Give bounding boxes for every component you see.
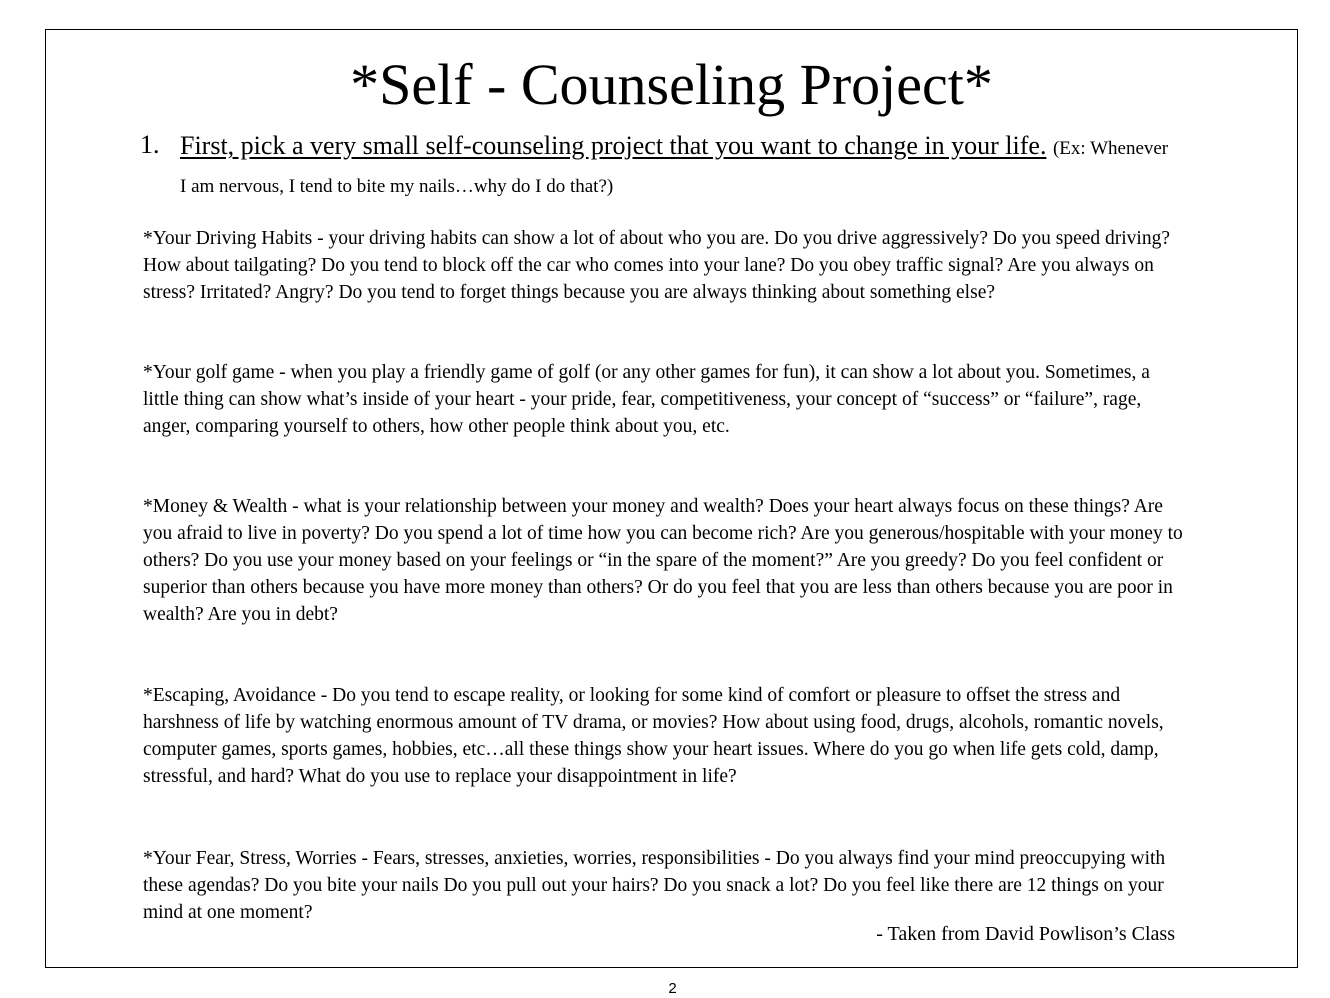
instruction-text	[180, 128, 1170, 204]
paragraph-escaping-avoidance: *Escaping, Avoidance - Do you tend to escape reality, or looking for some kind of comfort or pleasure to offset the stress and harshness of life by watching enormous amount of TV drama, or movies? How about using food, drugs, alcohols, romantic novels, computer games, sports games, hobbies, etc…all these things show your heart issues. Where do you go when life gets cold, damp, stressful, and hard? What do you use to replace your disappointment in life?	[143, 685, 1164, 787]
page-title: *Self - Counseling Project*	[350, 52, 993, 117]
paragraph-fear-stress-worries: *Your Fear, Stress, Worries - Fears, stresses, anxieties, worries, responsibilities - Do you always find your mind preoccupying with these agendas? Do you bite your nails Do you pull out your hairs? Do you snack a lot? Do you feel like there are 12 things on your mind at one moment?	[143, 848, 1166, 923]
instruction-heading: First, pick a very small self-counseling project that you want to change in your life.	[180, 131, 1047, 160]
paragraph-driving-habits: *Your Driving Habits - your driving habits can show a lot of about who you are. Do you drive aggressively? Do you speed driving? How about tailgating? Do you tend to block off the car who comes into your lane? Do you obey traffic signal? Are you always on stress? Irritated? Angry? Do you tend to forget things because you are always thinking about something else?	[143, 228, 1171, 303]
paragraph-golf-game: *Your golf game - when you play a friendly game of golf (or any other games for fun), it can show a lot about you. Sometimes, a little thing can show what’s inside of your heart - your pride, fear, competitiveness, your concept of “success” or “failure”, rage, anger, comparing yourself to others, how other people think about you, etc.	[143, 362, 1150, 437]
paragraph-money-wealth: *Money & Wealth - what is your relationship between your money and wealth? Does your heart always focus on these things? Are you afraid to live in poverty? Do you spend a lot of time how you can become rich? Are you generous/hospitable with your money to others? Do you use your money based on your feelings or “in the spare of the moment?” Are you greedy? Do you feel confident or superior than others because you have more money than others? Or do you feel that you are less than others because you are poor in wealth? Are you in debt?	[143, 496, 1183, 625]
instruction-example: (Ex: Whenever I am nervous, I tend to bite my nails…why do I do that?)	[180, 138, 1169, 197]
source-credit: - Taken from David Powlison’s Class	[876, 923, 1175, 945]
page-number: 2	[668, 980, 677, 997]
item-number: 1.	[140, 130, 160, 159]
